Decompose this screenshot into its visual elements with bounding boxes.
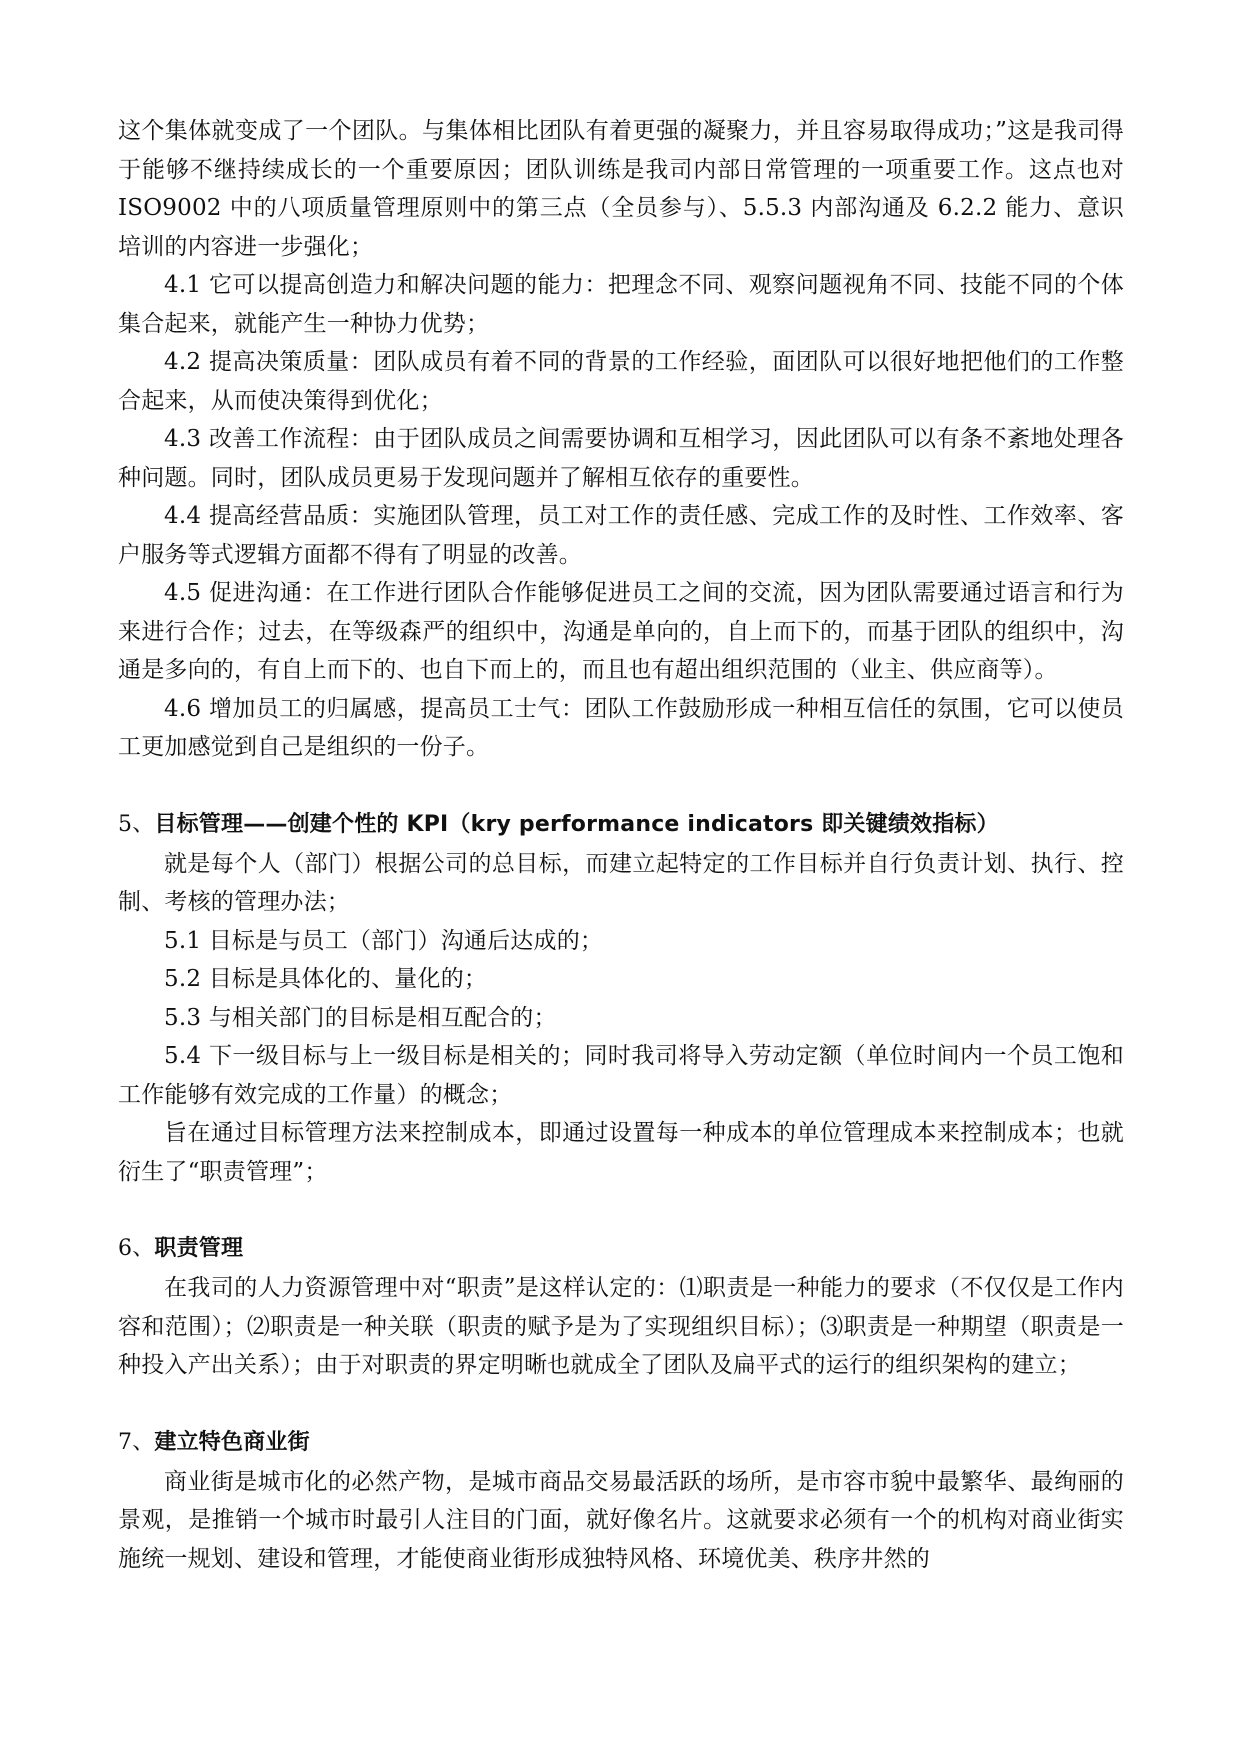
section7-title: 建立特色商业街 [154, 1429, 310, 1455]
section-spacer [118, 767, 1124, 805]
section5-item-5-1: 5.1 目标是与员工（部门）沟通后达成的； [164, 927, 604, 954]
section4-item-4-4: 4.4 提高经营品质：实施团队管理，员工对工作的责任感、完成工作的及时性、工作效率、客户服务等式逻辑方面都不得有了明显的改善。 [118, 503, 1124, 568]
section4-item-4-5: 4.5 促进沟通：在工作进行团队合作能够促进员工之间的交流，因为团队需要通过语言和行为来进行合作；过去，在等级森严的组织中，沟通是单向的，自上而下的，而基于团队的组织中，沟通是多向的，有自上而下的、也自下而上的，而且也有超出组织范围的（业主、供应商等）。 [118, 580, 1124, 683]
section5-item-5-2: 5.2 目标是具体化的、量化的； [164, 966, 488, 992]
section6-heading [118, 1229, 1124, 1269]
document-body [118, 112, 1124, 1578]
section4-item-4-1: 4.1 它可以提高创造力和解决问题的能力：把理念不同、观察问题视角不同、技能不同的个体集合起来，就能产生一种协力优势； [118, 272, 1124, 337]
section6-number: 6、 [118, 1236, 155, 1261]
section5-number: 5、 [118, 811, 155, 837]
section5-item-5-3: 5.3 与相关部门的目标是相互配合的； [164, 1004, 557, 1031]
section5-intro-paragraph: 就是每个人（部门）根据公司的总目标，而建立起特定的工作目标并自行负责计划、执行、控制、考核的管理办法； [118, 850, 1124, 915]
section5-title: 目标管理——创建个性的 KPI（kry performance indicators 即关键绩效指标） [154, 811, 999, 837]
section-spacer [118, 1191, 1124, 1229]
section6-body-paragraph: 在我司的人力资源管理中对“职责”是这样认定的：⑴职责是一种能力的要求（不仅仅是工作内容和范围）；⑵职责是一种关联（职责的赋予是为了实现组织目标）；⑶职责是一种期望（职责是一种投入产出关系）；由于对职责的界定明晰也就成全了团队及扁平式的运行的组织架构的建立； [118, 1275, 1124, 1378]
section5-outro-paragraph: 旨在通过目标管理方法来控制成本，即通过设置每一种成本的单位管理成本来控制成本；也就衍生了“职责管理”； [118, 1120, 1124, 1185]
section4-item-4-6: 4.6 增加员工的归属感，提高员工士气：团队工作鼓励形成一种相互信任的氛围，它可以使员工更加感觉到自己是组织的一份子。 [118, 695, 1124, 760]
section4-intro-paragraph: 这个集体就变成了一个团队。与集体相比团队有着更强的凝聚力，并且容易取得成功；”这是我司得于能够不继持续成长的一个重要原因；团队训练是我司内部日常管理的一项重要工作。这点也对 ISO9002 中的八项质量管理原则中的第三点（全员参与）、5.5.3 内部沟通及 6.2.2 能力、意识培训的内容进一步强化； [118, 118, 1124, 260]
section7-body-paragraph: 商业街是城市化的必然产物，是城市商品交易最活跃的场所，是市容市貌中最繁华、最绚丽的景观，是推销一个城市时最引人注目的门面，就好像名片。这就要求必须有一个的机构对商业街实施统一规划、建设和管理，才能使商业街形成独特风格、环境优美、秩序井然的 [118, 1468, 1124, 1572]
section7-heading [118, 1423, 1124, 1463]
section-spacer [118, 1385, 1124, 1423]
section4-item-4-3: 4.3 改善工作流程：由于团队成员之间需要协调和互相学习，因此团队可以有条不紊地处理各种问题。同时，团队成员更易于发现问题并了解相互依存的重要性。 [118, 426, 1124, 491]
section7-number: 7、 [118, 1429, 155, 1455]
section4-item-4-2: 4.2 提高决策质量：团队成员有着不同的背景的工作经验，面团队可以很好地把他们的工作整合起来，从而使决策得到优化； [118, 349, 1124, 414]
section5-heading [118, 805, 1124, 845]
section5-item-5-4: 5.4 下一级目标与上一级目标是相关的；同时我司将导入劳动定额（单位时间内一个员工饱和工作能够有效完成的工作量）的概念； [118, 1043, 1124, 1108]
section6-title: 职责管理 [154, 1236, 244, 1261]
